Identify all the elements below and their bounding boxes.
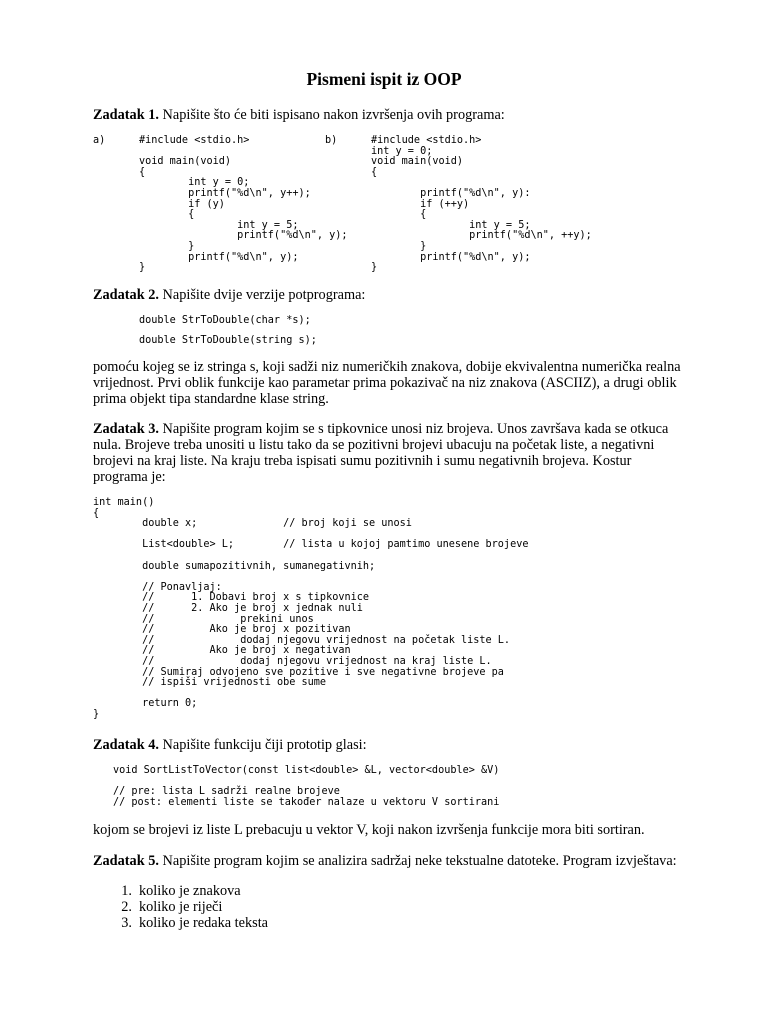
list-item-number: 3. xyxy=(121,915,132,931)
task1-heading xyxy=(93,107,683,123)
task1-label: Zadatak 1. xyxy=(93,107,159,123)
task2-code-1: double StrToDouble(char *s); xyxy=(139,315,311,326)
list-item xyxy=(108,899,268,915)
task4-label: Zadatak 4. xyxy=(93,737,159,753)
task1-a-label: a) xyxy=(93,135,106,146)
task3-label: Zadatak 3. xyxy=(93,421,159,437)
page-title: Pismeni ispit iz OOP xyxy=(306,69,462,89)
task2-text: Napišite dvije verzije potprograma: xyxy=(162,287,366,303)
task5-list xyxy=(108,883,268,931)
task5-label: Zadatak 5. xyxy=(93,853,159,869)
task3-code: int main() { double x; // broj koji se unosi List<double> L; // lista u kojoj pamtimo unesene brojeve double sumapozitivnih, sumanegativnih; // Ponavljaj: // 1. Dobavi broj x s tipkovnice // 2. Ako je broj x jednak nuli // prekini unos // Ako je broj x pozitivan // dodaj njegovu vrijednost na početak liste L. // Ako je broj x negativan // dodaj njegovu vrijednost na kraj liste L. // Sumiraj odvojeno sve pozitive i sve negativne brojeve pa // ispiši vrijednosti obe sume return 0; } xyxy=(93,497,529,720)
list-item-text: koliko je znakova xyxy=(139,883,241,899)
list-item-text: koliko je riječi xyxy=(139,899,223,915)
task1-a-code: #include <stdio.h> void main(void) { int y = 0; printf("%d\n", y++); if (y) { int y = 5; printf("%d\n", y); } printf("%d\n", y); } xyxy=(139,135,348,274)
list-item xyxy=(108,915,268,931)
task1-text: Napišite što će biti ispisano nakon izvršenja ovih programa: xyxy=(162,107,505,123)
task3-text: Napišite program kojim se s tipkovnice unosi niz brojeva. Unos završava kada se otkuca nula. Brojeve treba unositi u listu tako da se pozitivni brojevi ubacuju na početak liste, a negativni brojevi na kraj liste. Na kraju treba ispisati sumu pozitivnih i sumu negativnih brojeva. Kostur programa je: xyxy=(93,421,669,485)
task5-text: Napišite program kojim se analizira sadržaj neke tekstualne datoteke. Program izvještava: xyxy=(162,853,677,869)
list-item-number: 2. xyxy=(121,899,132,915)
task4-heading xyxy=(93,737,683,753)
task2-label: Zadatak 2. xyxy=(93,287,159,303)
list-item-number: 1. xyxy=(121,883,132,899)
task3-heading xyxy=(93,421,683,485)
task4-after: kojom se brojevi iz liste L prebacuju u vektor V, koji nakon izvršenja funkcije mora biti sortiran. xyxy=(93,822,645,838)
task1-b-label: b) xyxy=(325,135,338,146)
list-item-text: koliko je redaka teksta xyxy=(139,915,269,931)
task2-heading xyxy=(93,287,683,303)
task4-text: Napišite funkciju čiji prototip glasi: xyxy=(162,737,367,753)
task2-after: pomoću kojeg se iz stringa s, koji sadži niz numeričkih znakova, dobije ekvivalentna numerička realna vrijednost. Prvi oblik funkcije kao parametar prima pokazivač na niz znakova (ASCIIZ), a drugi oblik prima objekt tipa standardne klase string. xyxy=(93,359,681,407)
task1-b-code: #include <stdio.h> int y = 0; void main(void) { printf("%d\n", y): if (++y) { int y = 5; printf("%d\n", ++y); } printf("%d\n", y); } xyxy=(371,135,592,274)
task5-heading xyxy=(93,853,683,869)
list-item xyxy=(108,883,268,899)
task4-code: void SortListToVector(const list<double> &L, vector<double> &V) // pre: lista L sadrži realne brojeve // post: elementi liste se također nalaze u vektoru V sortirani xyxy=(113,765,500,808)
task2-code-2: double StrToDouble(string s); xyxy=(139,335,317,346)
